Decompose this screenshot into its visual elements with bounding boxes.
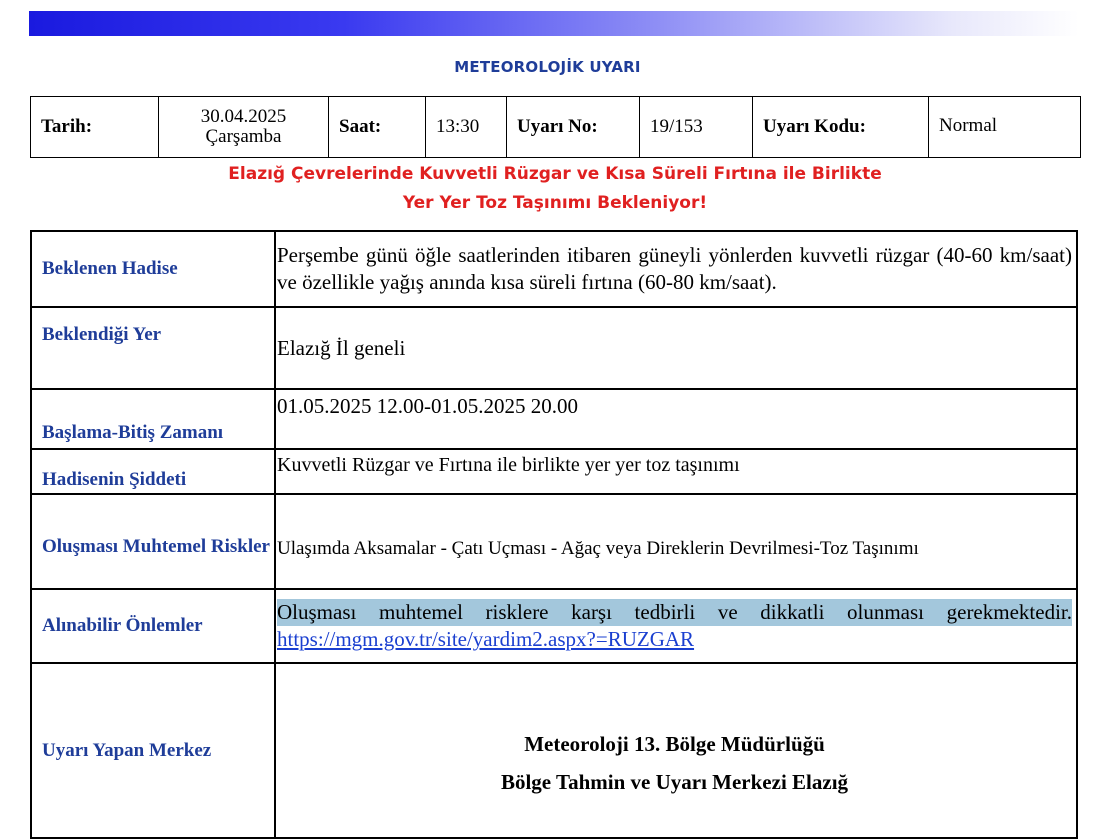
possible-risks-label: Oluşması Muhtemel Riskler (31, 494, 275, 589)
issuing-center-cell (275, 663, 1077, 838)
warning-no-value: 19/153 (640, 97, 753, 158)
day-value: Çarşamba (205, 126, 282, 147)
possible-risks-value: Ulaşımda Aksamalar - Çatı Uçması - Ağaç veya Direklerin Devrilmesi-Toz Taşınımı (275, 494, 1077, 589)
issuing-center-line-1: Meteoroloji 13. Bölge Müdürlüğü (524, 731, 825, 756)
warning-no-label: Uyarı No: (507, 97, 640, 158)
time-value: 13:30 (426, 97, 507, 158)
table-row (31, 449, 1077, 494)
warning-code-label: Uyarı Kodu: (753, 97, 929, 158)
precautions-link[interactable]: https://mgm.gov.tr/site/yardim2.aspx?=RUZGAR (277, 627, 695, 651)
header-gradient-band (29, 11, 1079, 36)
warning-headline (0, 160, 1095, 218)
precautions-cell (275, 589, 1077, 663)
headline-line-2: Yer Yer Toz Taşınımı Bekleniyor! (402, 193, 708, 213)
table-row (31, 494, 1077, 589)
expected-event-value: Perşembe günü öğle saatlerinden itibaren güneyli yönlerden kuvvetli rüzgar (40-60 km/saat) ve özellikle yağış anında kısa süreli fırtına (60-80 km/saat). (275, 231, 1077, 307)
time-label: Saat: (329, 97, 426, 158)
expected-place-label: Beklendiği Yer (31, 307, 275, 389)
table-row (31, 663, 1077, 838)
start-end-time-value: 01.05.2025 12.00-01.05.2025 20.00 (275, 389, 1077, 449)
headline-line-1: Elazığ Çevrelerinde Kuvvetli Rüzgar ve Kısa Süreli Fırtına ile Birlikte (228, 164, 882, 184)
table-row (31, 589, 1077, 663)
date-label: Tarih: (31, 97, 159, 158)
severity-value: Kuvvetli Rüzgar ve Fırtına ile birlikte yer yer toz taşınımı (275, 449, 1077, 494)
warning-details-table (30, 230, 1078, 839)
date-cell (159, 97, 329, 158)
severity-label: Hadisenin Şiddeti (31, 449, 275, 494)
expected-event-label: Beklenen Hadise (31, 231, 275, 307)
precautions-value: Oluşması muhtemel risklere karşı tedbirli ve dikkatli olunması gerekmektedir. (277, 600, 1072, 624)
table-row (31, 307, 1077, 389)
precautions-label: Alınabilir Önlemler (31, 589, 275, 663)
warning-info-table (30, 96, 1081, 158)
table-row (31, 389, 1077, 449)
date-value: 30.04.2025 (200, 106, 287, 127)
table-row (31, 231, 1077, 307)
page-title: METEOROLOJİK UYARI (454, 58, 641, 76)
warning-code-value: Normal (929, 97, 1081, 158)
start-end-time-label: Başlama-Bitiş Zamanı (31, 389, 275, 449)
expected-place-value: Elazığ İl geneli (275, 307, 1077, 389)
issuing-center-line-2: Bölge Tahmin ve Uyarı Merkezi Elazığ (500, 769, 849, 794)
issuing-center-label: Uyarı Yapan Merkez (31, 663, 275, 838)
